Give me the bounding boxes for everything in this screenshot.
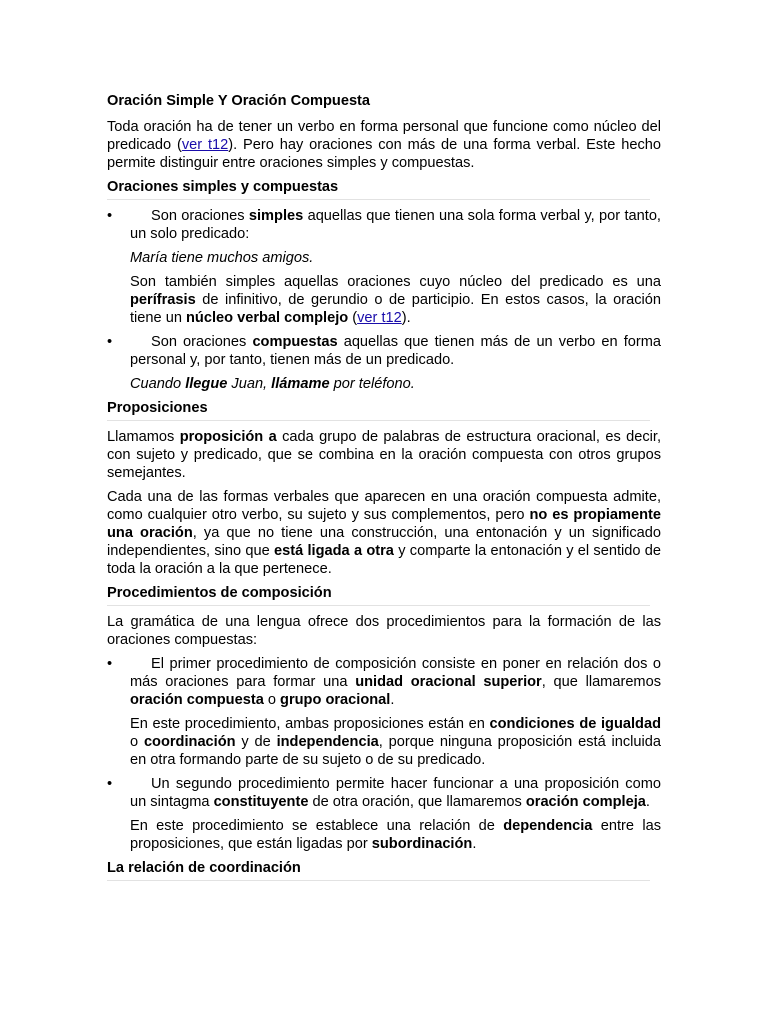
text: . xyxy=(472,836,477,852)
paragraph-gramatica: La gramática de una lengua ofrece dos procedimientos para la formación de las oraciones compuestas: xyxy=(107,614,661,648)
text: , ya que no tiene una construcción, una entonación y un significado independientes, sino que xyxy=(107,525,661,559)
bullet-icon: • xyxy=(107,334,113,350)
paragraph-perifrasis xyxy=(130,273,661,327)
bold-term: coordinación xyxy=(143,734,236,750)
bullet-icon: • xyxy=(107,776,113,792)
bold-term: compuestas xyxy=(252,334,338,350)
text: ). xyxy=(401,310,411,326)
example-text: Juan, xyxy=(227,376,272,392)
section-heading-coordinacion: La relación de coordinación xyxy=(107,859,650,881)
text: cada grupo de palabras de estructura oracional, es decir, con sujeto y predicado, que se combina en la oración compuesta con otros grupos semejantes. xyxy=(107,429,662,481)
text: aquellas que tienen más de un verbo en forma personal y, por tanto, tienen más de un predicado. xyxy=(130,334,661,368)
text: Toda oración ha de tener un verbo en forma personal que funcione como núcleo del predicado ( xyxy=(107,119,661,153)
example-sentence xyxy=(130,375,661,393)
bullet-icon: • xyxy=(107,656,113,672)
bold-term: dependencia xyxy=(503,818,593,834)
example-sentence xyxy=(130,249,661,267)
bold-term: subordinación xyxy=(371,836,473,852)
bold-term: perífrasis xyxy=(130,292,196,308)
bold-term: independencia xyxy=(276,734,379,750)
text: En este procedimiento se establece una relación de xyxy=(130,818,504,834)
list-item-compuestas xyxy=(107,333,661,369)
text: o xyxy=(263,692,281,708)
section-heading-procedimientos: Procedimientos de composición xyxy=(107,584,650,606)
bold-term: llegue xyxy=(185,376,228,392)
text: Son oraciones xyxy=(151,208,249,224)
text: ( xyxy=(348,310,358,326)
text: Cada una de las formas verbales que aparecen en una oración compuesta admite, como cualquier otro verbo, su sujeto y sus complementos, pero xyxy=(107,489,661,523)
list-item-simples xyxy=(107,207,661,243)
paragraph-dependencia xyxy=(130,817,661,853)
text: entre las proposiciones, que están ligadas por xyxy=(130,818,661,852)
document-body xyxy=(107,92,661,888)
page-title: Oración Simple Y Oración Compuesta xyxy=(107,93,371,109)
bold-term: proposición a xyxy=(179,429,277,445)
bold-term: llámame xyxy=(271,376,330,392)
list-item-primer-procedimiento xyxy=(107,655,662,709)
section-heading-proposiciones: Proposiciones xyxy=(107,399,650,421)
text: . xyxy=(390,692,395,708)
text: Son también simples aquellas oraciones cuyo núcleo del predicado es una xyxy=(130,274,661,290)
paragraph-proposicion xyxy=(107,428,661,482)
text: de otra oración, que llamaremos xyxy=(308,794,526,810)
text: ). Pero hay oraciones con más de una forma verbal. Este hecho permite distinguir entre oraciones simples y compuestas. xyxy=(107,137,661,171)
text: El primer procedimiento de composición consiste en poner en relación dos o más oraciones para formar una xyxy=(130,656,661,690)
paragraph-formas-verbales xyxy=(107,488,661,578)
example-text: María tiene muchos amigos. xyxy=(130,250,314,266)
text: Llamamos xyxy=(107,429,180,445)
example-text: por teléfono. xyxy=(329,376,415,392)
bold-term: núcleo verbal complejo xyxy=(186,310,349,326)
bold-term: no es propiamente una oración xyxy=(107,507,661,541)
text: o xyxy=(130,734,144,750)
bold-term: oración compleja xyxy=(525,794,646,810)
text: , porque ninguna proposición está incluida en otra formando parte de su sujeto o de su predicado. xyxy=(130,734,661,768)
list-item-segundo-procedimiento xyxy=(107,775,661,811)
paragraph-coordinacion xyxy=(130,715,661,769)
text: , que llamaremos xyxy=(541,674,662,690)
text: aquellas que tienen una sola forma verbal y, por tanto, un solo predicado: xyxy=(130,208,661,242)
bold-term: condiciones de igualdad xyxy=(489,716,661,732)
text: Un segundo procedimiento permite hacer funcionar a una proposición como un sintagma xyxy=(130,776,661,810)
link-ver-t12[interactable]: ver t12 xyxy=(357,310,402,326)
bold-term: grupo oracional xyxy=(280,692,391,708)
bold-term: está ligada a otra xyxy=(274,543,394,559)
link-ver-t12[interactable]: ver t12 xyxy=(181,137,229,153)
text: Son oraciones xyxy=(151,334,253,350)
bold-term: oración compuesta xyxy=(130,692,264,708)
bold-term: constituyente xyxy=(213,794,309,810)
text: de infinitivo, de gerundio o de participio. En estos casos, la oración tiene un xyxy=(130,292,661,326)
bold-term: unidad oracional superior xyxy=(355,674,542,690)
text: y de xyxy=(235,734,277,750)
intro-paragraph xyxy=(107,118,661,172)
text: En este procedimiento, ambas proposiciones están en xyxy=(130,716,490,732)
section-heading-oraciones-simples: Oraciones simples y compuestas xyxy=(107,178,650,200)
bullet-icon: • xyxy=(107,208,113,224)
bold-term: simples xyxy=(248,208,304,224)
text: y comparte la entonación y el sentido de toda la oración a la que pertenece. xyxy=(107,543,661,577)
text: . xyxy=(645,794,650,810)
example-text: Cuando xyxy=(130,376,186,392)
